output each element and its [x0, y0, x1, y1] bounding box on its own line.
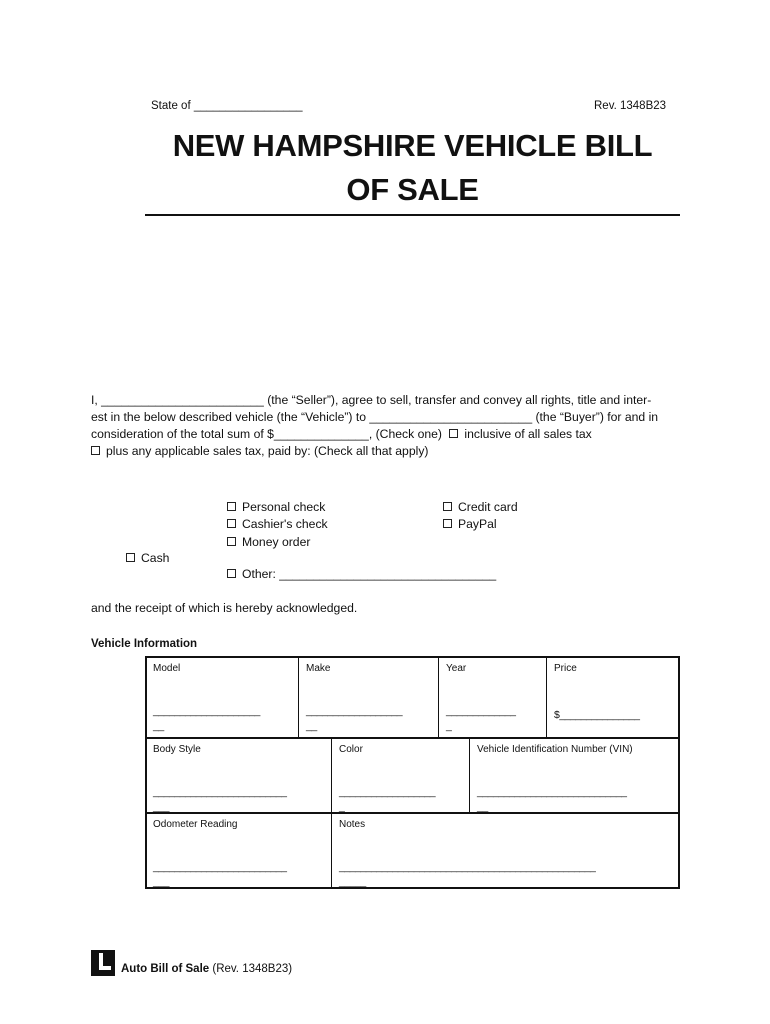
- notes-blank: ________________________________________________: [339, 861, 596, 873]
- cash-checkbox[interactable]: [126, 553, 135, 562]
- footer-label: [121, 963, 292, 975]
- make-label: Make: [306, 663, 331, 674]
- page-title: [145, 124, 680, 212]
- money-order-checkbox[interactable]: [227, 537, 236, 546]
- cash-label: Cash: [141, 551, 170, 565]
- plus-tax-label: plus any applicable sales tax, paid by: (Check all that apply): [106, 444, 429, 458]
- state-of-field[interactable]: State of _________________: [151, 100, 303, 112]
- price-blank: $_______________: [554, 709, 640, 721]
- other-label[interactable]: Other: ________________________________: [242, 567, 497, 581]
- vin-cell[interactable]: [471, 738, 678, 812]
- payment-credit-card: [443, 500, 518, 514]
- title-line-1: NEW HAMPSHIRE VEHICLE BILL: [172, 128, 653, 163]
- revision-label: Rev. 1348B23: [594, 100, 667, 112]
- table-row-3: [145, 813, 680, 887]
- receipt-text: and the receipt of which is hereby acknowledged.: [91, 601, 358, 615]
- year-blank-cont: _: [446, 720, 452, 732]
- payment-cashiers-check: [227, 517, 328, 531]
- color-label: Color: [339, 744, 363, 755]
- notes-blank-cont: _____: [339, 876, 366, 888]
- cell-divider: [546, 657, 547, 737]
- personal-check-label: Personal check: [242, 500, 326, 514]
- body-style-label: Body Style: [153, 744, 201, 755]
- title-line-2: OF SALE: [346, 172, 479, 207]
- inclusive-tax-label: inclusive of all sales tax: [464, 427, 592, 441]
- color-blank: __________________: [339, 786, 436, 798]
- model-blank-cont: __: [153, 720, 164, 732]
- table-row-1: [145, 657, 680, 737]
- paypal-label: PayPal: [458, 517, 497, 531]
- personal-check-checkbox[interactable]: [227, 502, 236, 511]
- plus-tax-checkbox[interactable]: [91, 446, 100, 455]
- cell-divider: [469, 738, 470, 812]
- cashiers-check-label: Cashier's check: [242, 517, 328, 531]
- model-label: Model: [153, 663, 181, 674]
- odometer-cell[interactable]: [147, 813, 331, 887]
- payment-personal-check: [227, 500, 325, 514]
- model-blank: ____________________: [153, 705, 260, 717]
- make-cell[interactable]: [300, 657, 438, 737]
- payment-paypal: [443, 517, 497, 531]
- model-cell[interactable]: [147, 657, 299, 737]
- vin-blank-cont: __: [477, 801, 488, 813]
- notes-cell[interactable]: [333, 813, 678, 887]
- vehicle-info-heading: Vehicle Information: [91, 638, 198, 650]
- cashiers-check-checkbox[interactable]: [227, 519, 236, 528]
- odometer-blank-cont: ___: [153, 876, 170, 888]
- cell-divider: [438, 657, 439, 737]
- agreement-line-1: I, ________________________ (the “Seller”), agree to sell, transfer and convey all rights, title and inter-: [91, 393, 652, 407]
- other-checkbox[interactable]: [227, 569, 236, 578]
- vin-blank: ____________________________: [477, 786, 627, 798]
- table-border-bottom: [145, 887, 680, 889]
- price-cell[interactable]: [548, 657, 678, 737]
- footer-title: Auto Bill of Sale: [121, 963, 210, 975]
- inclusive-tax-checkbox[interactable]: [449, 429, 458, 438]
- credit-card-label: Credit card: [458, 500, 518, 514]
- payment-money-order: [227, 535, 310, 549]
- year-cell[interactable]: [440, 657, 546, 737]
- color-cell[interactable]: [333, 738, 469, 812]
- year-blank: _____________: [446, 705, 516, 717]
- title-divider: [145, 214, 680, 216]
- odometer-label: Odometer Reading: [153, 819, 238, 830]
- money-order-label: Money order: [242, 535, 311, 549]
- odometer-blank: _________________________: [153, 861, 287, 873]
- legal-templates-logo-icon: [91, 950, 115, 976]
- agreement-line-4: [91, 444, 428, 458]
- body-style-blank: _________________________: [153, 786, 287, 798]
- cell-divider: [298, 657, 299, 737]
- consideration-text: consideration of the total sum of $______________, (Check one): [91, 427, 442, 441]
- notes-label: Notes: [339, 819, 366, 830]
- payment-cash: [126, 551, 169, 565]
- payment-other: [227, 567, 496, 581]
- agreement-line-2: est in the below described vehicle (the “Vehicle”) to ________________________ (the “Buyer”) for and in: [91, 410, 659, 424]
- footer-revision: (Rev. 1348B23): [212, 963, 293, 975]
- body-style-blank-cont: ___: [153, 801, 170, 813]
- vin-label: Vehicle Identification Number (VIN): [477, 744, 633, 755]
- color-blank-cont: _: [339, 801, 345, 813]
- agreement-line-3: [91, 427, 592, 441]
- table-row-2: [145, 738, 680, 812]
- price-label: Price: [554, 663, 577, 674]
- cell-divider: [331, 738, 332, 812]
- body-style-cell[interactable]: [147, 738, 331, 812]
- make-blank: __________________: [306, 705, 403, 717]
- make-blank-cont: __: [306, 720, 317, 732]
- paypal-checkbox[interactable]: [443, 519, 452, 528]
- credit-card-checkbox[interactable]: [443, 502, 452, 511]
- cell-divider: [331, 813, 332, 887]
- year-label: Year: [446, 663, 467, 674]
